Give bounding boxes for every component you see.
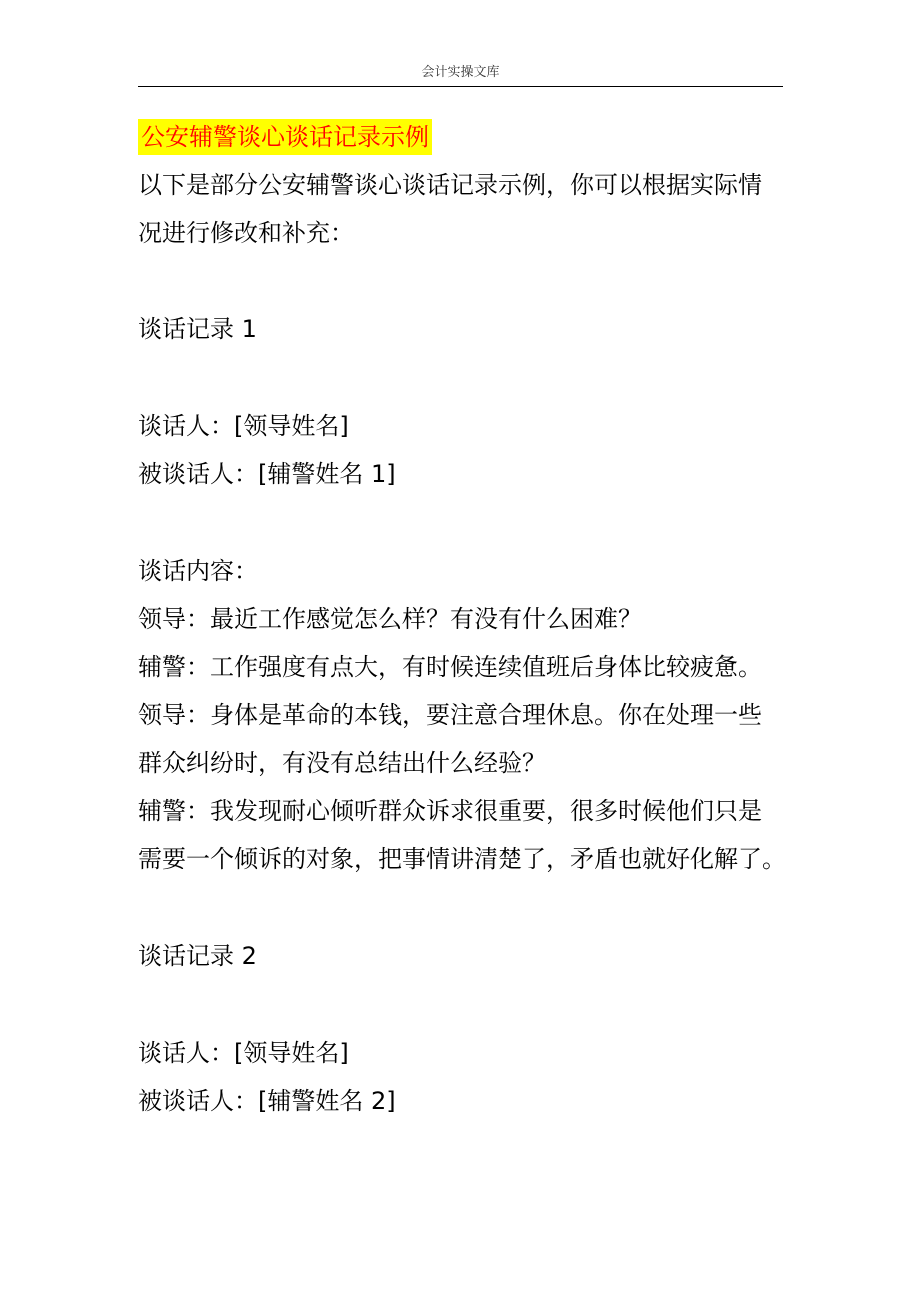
record-2-heading: 谈话记录 2 <box>138 942 257 970</box>
intro-line-2: 况进行修改和补充： <box>138 219 354 247</box>
record-1-listener: 被谈话人：[辅警姓名 1] <box>138 460 396 488</box>
record-2-speaker: 谈话人：[领导姓名] <box>138 1039 349 1067</box>
record-1-content-label: 谈话内容： <box>138 557 258 585</box>
dialogue-line: 群众纠纷时，有没有总结出什么经验？ <box>138 749 546 777</box>
page-header: 会计实操文库 <box>138 62 783 87</box>
record-1-heading: 谈话记录 1 <box>138 315 257 343</box>
document-title: 公安辅警谈心谈话记录示例 <box>138 119 432 155</box>
dialogue-line: 辅警：工作强度有点大，有时候连续值班后身体比较疲惫。 <box>138 653 762 681</box>
dialogue-line: 领导：最近工作感觉怎么样？有没有什么困难？ <box>138 605 642 633</box>
record-2-listener: 被谈话人：[辅警姓名 2] <box>138 1087 396 1115</box>
dialogue-line: 辅警：我发现耐心倾听群众诉求很重要，很多时候他们只是 <box>138 797 762 825</box>
record-1-speaker: 谈话人：[领导姓名] <box>138 412 349 440</box>
intro-line-1: 以下是部分公安辅警谈心谈话记录示例，你可以根据实际情 <box>138 171 762 199</box>
dialogue-line: 领导：身体是革命的本钱，要注意合理休息。你在处理一些 <box>138 701 762 729</box>
dialogue-line: 需要一个倾诉的对象，把事情讲清楚了，矛盾也就好化解了。 <box>138 845 786 873</box>
